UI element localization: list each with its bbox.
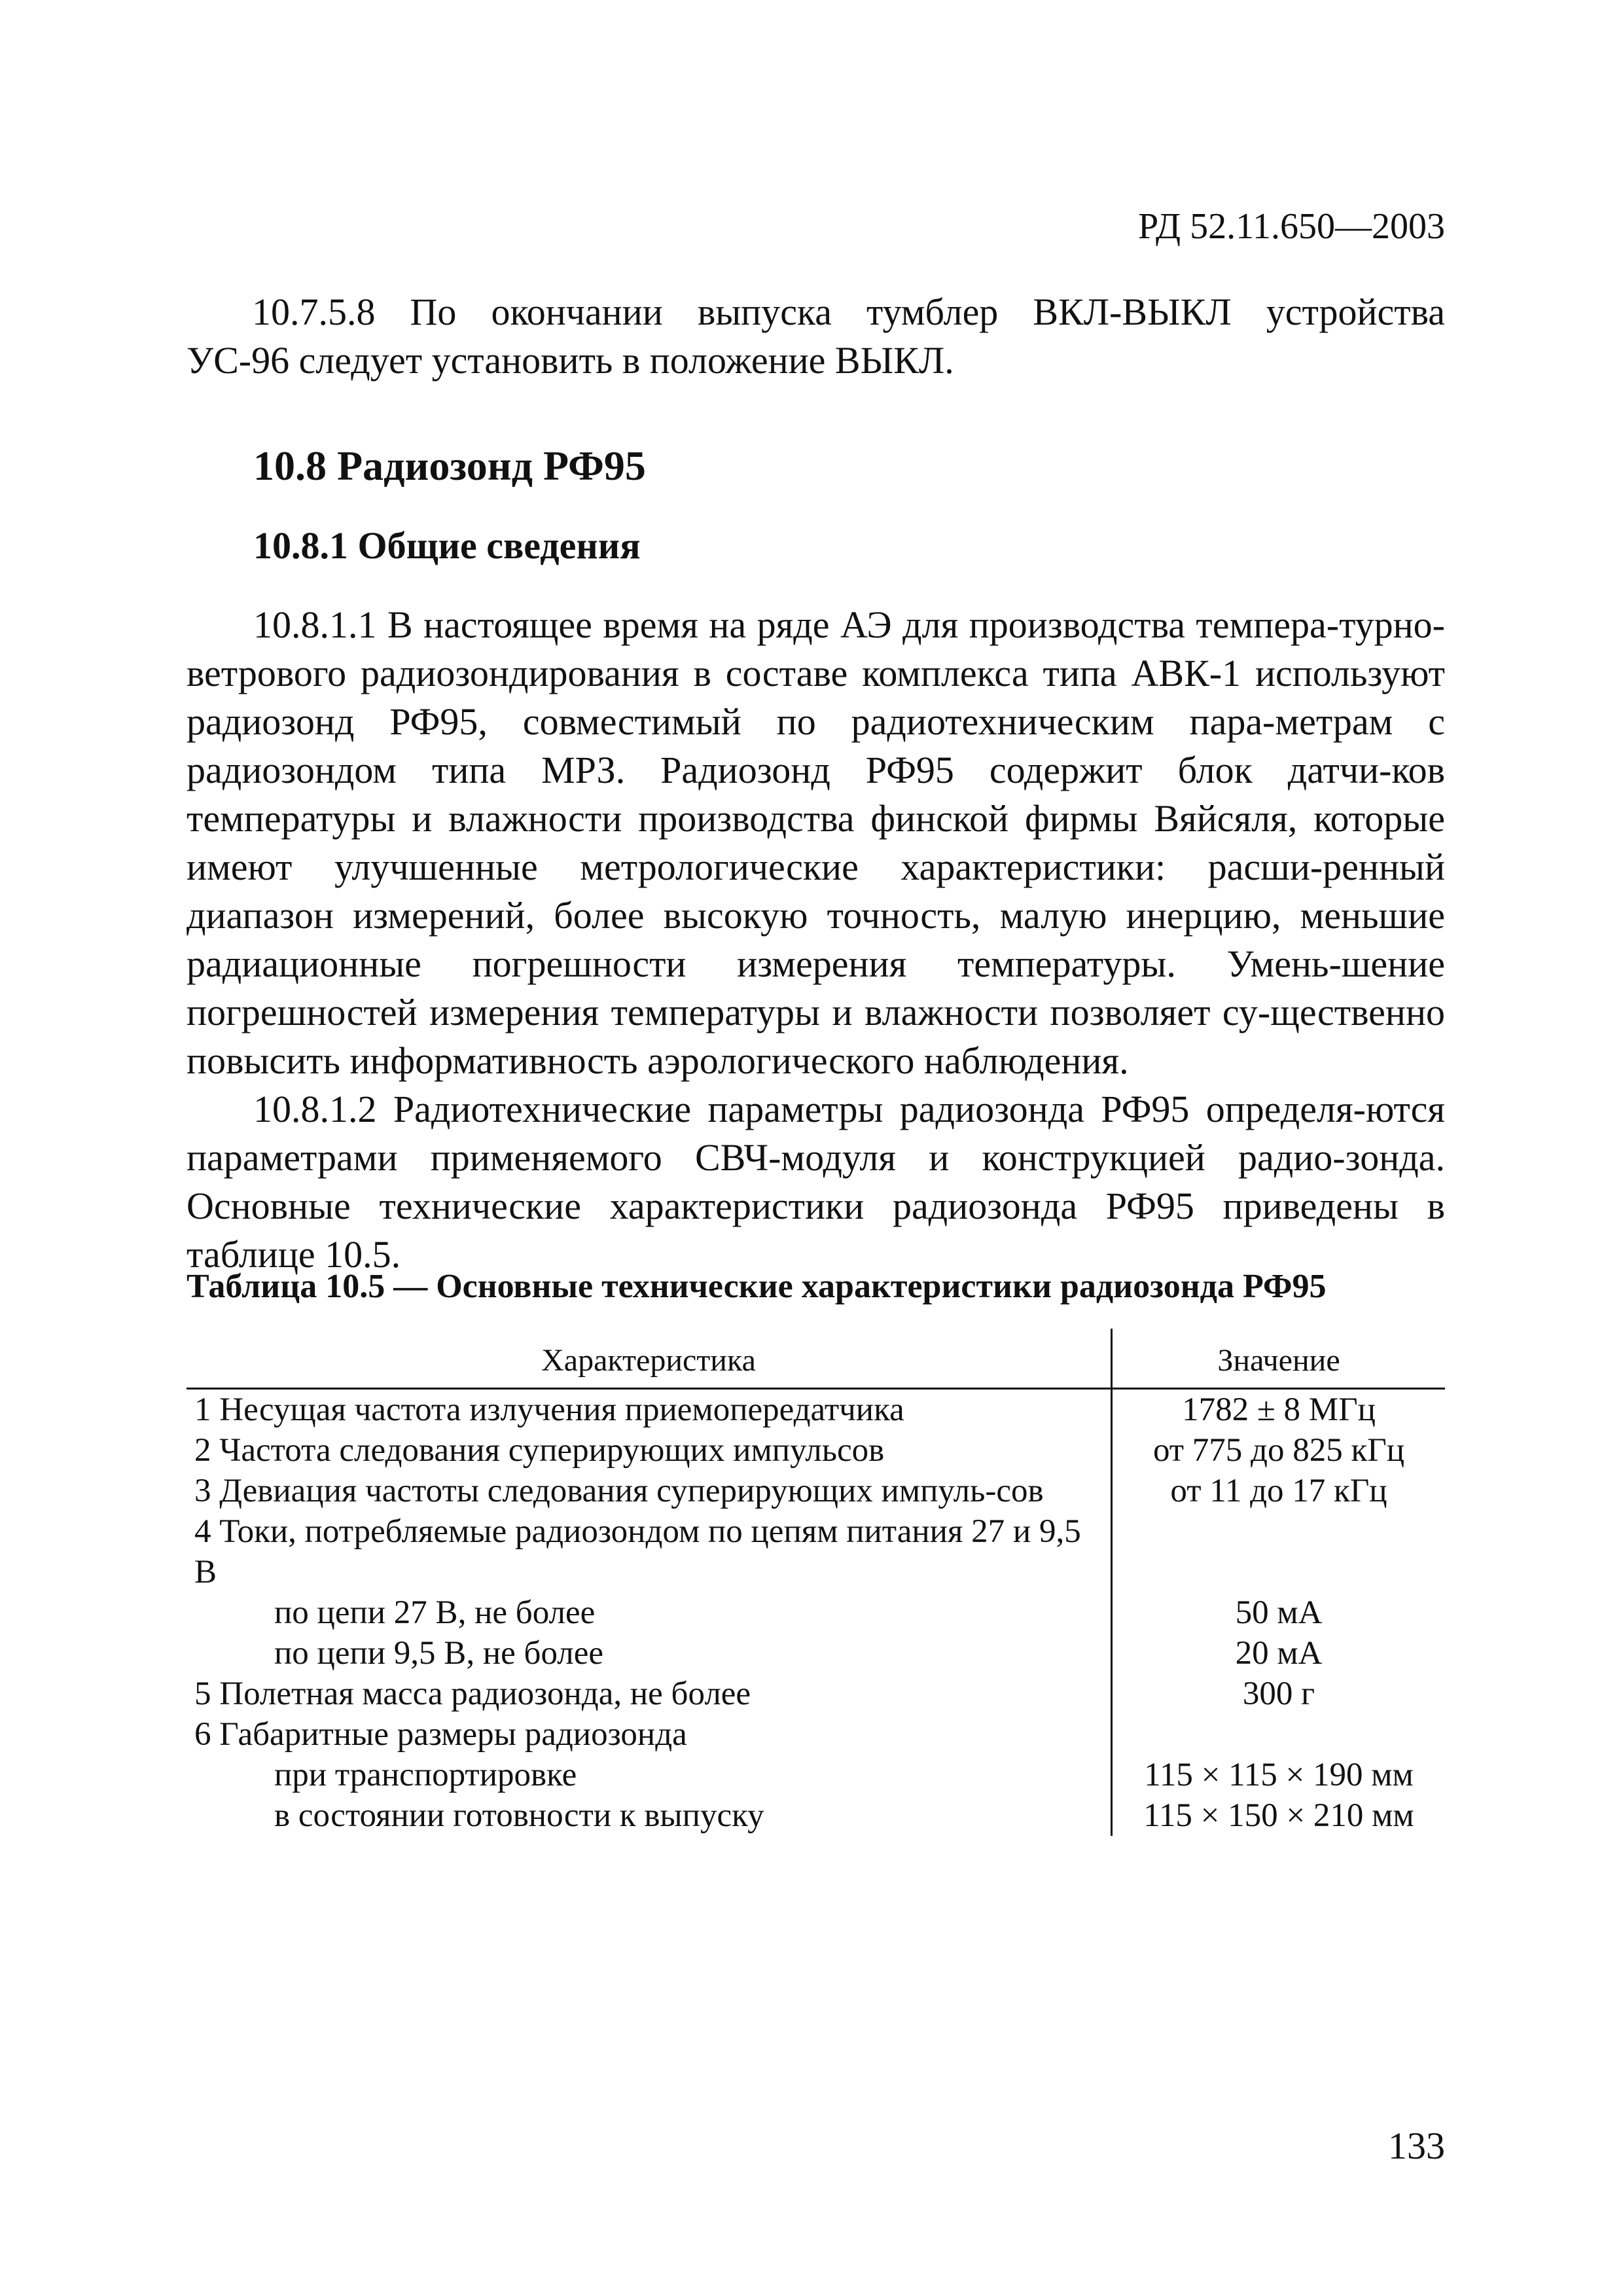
paragraph-10-7-5-8 — [187, 288, 1445, 385]
row-label-group — [187, 1511, 1112, 1674]
paragraph-10-8-1-1: 10.8.1.1 В настоящее время на ряде АЭ для производства темпера-турно-ветрового радиозондирования в составе комплекса типа АВК-1 используют радиозонд РФ95, совместимый по радиотехническим пара-метрам с радиозондом типа МРЗ. Радиозонд РФ95 содержит блок датчи-ков температуры и влажности производства финской фирмы Вяйсяля, которые имеют улучшенные метрологические характеристики: расши-ренный диапазон измерений, более высокую точность, малую инерцию, меньшие радиационные погрешности измерения температуры. Умень-шение погрешностей измерения температуры и влажности позволяет су-щественно повысить информативность аэрологического наблюдения. — [187, 603, 1445, 1082]
row-value-group — [1112, 1511, 1446, 1674]
sub-row-value: 50 мА — [1235, 1594, 1323, 1631]
table-row — [187, 1471, 1445, 1511]
row-value: 300 г — [1242, 1676, 1315, 1712]
sub-row-label: по цепи 27 В, не более — [274, 1594, 596, 1631]
row-label: 2 Частота следования суперирующих импульсов — [187, 1430, 1112, 1471]
table-row — [187, 1511, 1445, 1674]
document-id: РД 52.11.650—2003 — [1137, 206, 1445, 247]
row-label: 1 Несущая частота излучения приемопередатчика — [187, 1389, 1112, 1431]
paragraph-line: 10.7.5.8 По окончании выпуска тумблер ВКЛ-ВЫКЛ устройства — [252, 291, 1445, 333]
sub-row-value: 115 × 150 × 210 мм — [1143, 1797, 1414, 1834]
paragraph-line: УС-96 следует установить в положение ВЫКЛ. — [187, 339, 954, 382]
section-body — [187, 601, 1445, 1279]
column-header-value: Значение — [1112, 1329, 1446, 1389]
section-title: 10.8 Радиозонд РФ95 — [253, 442, 646, 489]
row-label: 5 Полетная масса радиозонда, не более — [187, 1674, 1112, 1714]
column-header-characteristic: Характеристика — [187, 1329, 1112, 1389]
table-row — [187, 1389, 1445, 1431]
table-caption: Таблица 10.5 — Основные технические характеристики радиозонда РФ95 — [187, 1268, 1327, 1305]
table-row — [187, 1430, 1445, 1471]
row-value-spacer — [1120, 1511, 1437, 1592]
table-row — [187, 1714, 1445, 1836]
row-label: 3 Девиация частоты следования суперирующих импуль-сов — [187, 1471, 1112, 1511]
sub-row-label: при транспортировке — [274, 1757, 577, 1793]
sub-row-label: в состоянии готовности к выпуску — [274, 1797, 764, 1834]
row-value: 1782 ± 8 МГц — [1182, 1391, 1376, 1428]
row-value: от 775 до 825 кГц — [1152, 1432, 1405, 1469]
table-row — [187, 1674, 1445, 1714]
sub-row-label: по цепи 9,5 В, не более — [274, 1635, 604, 1672]
sub-row-value: 20 мА — [1235, 1635, 1323, 1672]
sub-row-value: 115 × 115 × 190 мм — [1144, 1757, 1414, 1793]
spec-table — [187, 1329, 1445, 1836]
row-value-group — [1112, 1714, 1446, 1836]
row-label: 4 Токи, потребляемые радиозондом по цепям питания 27 и 9,5 В — [194, 1513, 1081, 1590]
row-label: 6 Габаритные размеры радиозонда — [194, 1716, 687, 1753]
row-label-group — [187, 1714, 1112, 1836]
table-header-row — [187, 1329, 1445, 1389]
paragraph-10-8-1-2: 10.8.1.2 Радиотехнические параметры радиозонда РФ95 определя-ются параметрами применяемого СВЧ-модуля и конструкцией радио-зонда. Основные технические характеристики радиозонда РФ95 приведены в таблице 10.5. — [187, 1088, 1445, 1276]
row-value-spacer — [1120, 1714, 1437, 1755]
row-value: от 11 до 17 кГц — [1170, 1473, 1387, 1509]
subsection-title: 10.8.1 Общие сведения — [253, 524, 641, 567]
page-number: 133 — [1388, 2125, 1445, 2167]
